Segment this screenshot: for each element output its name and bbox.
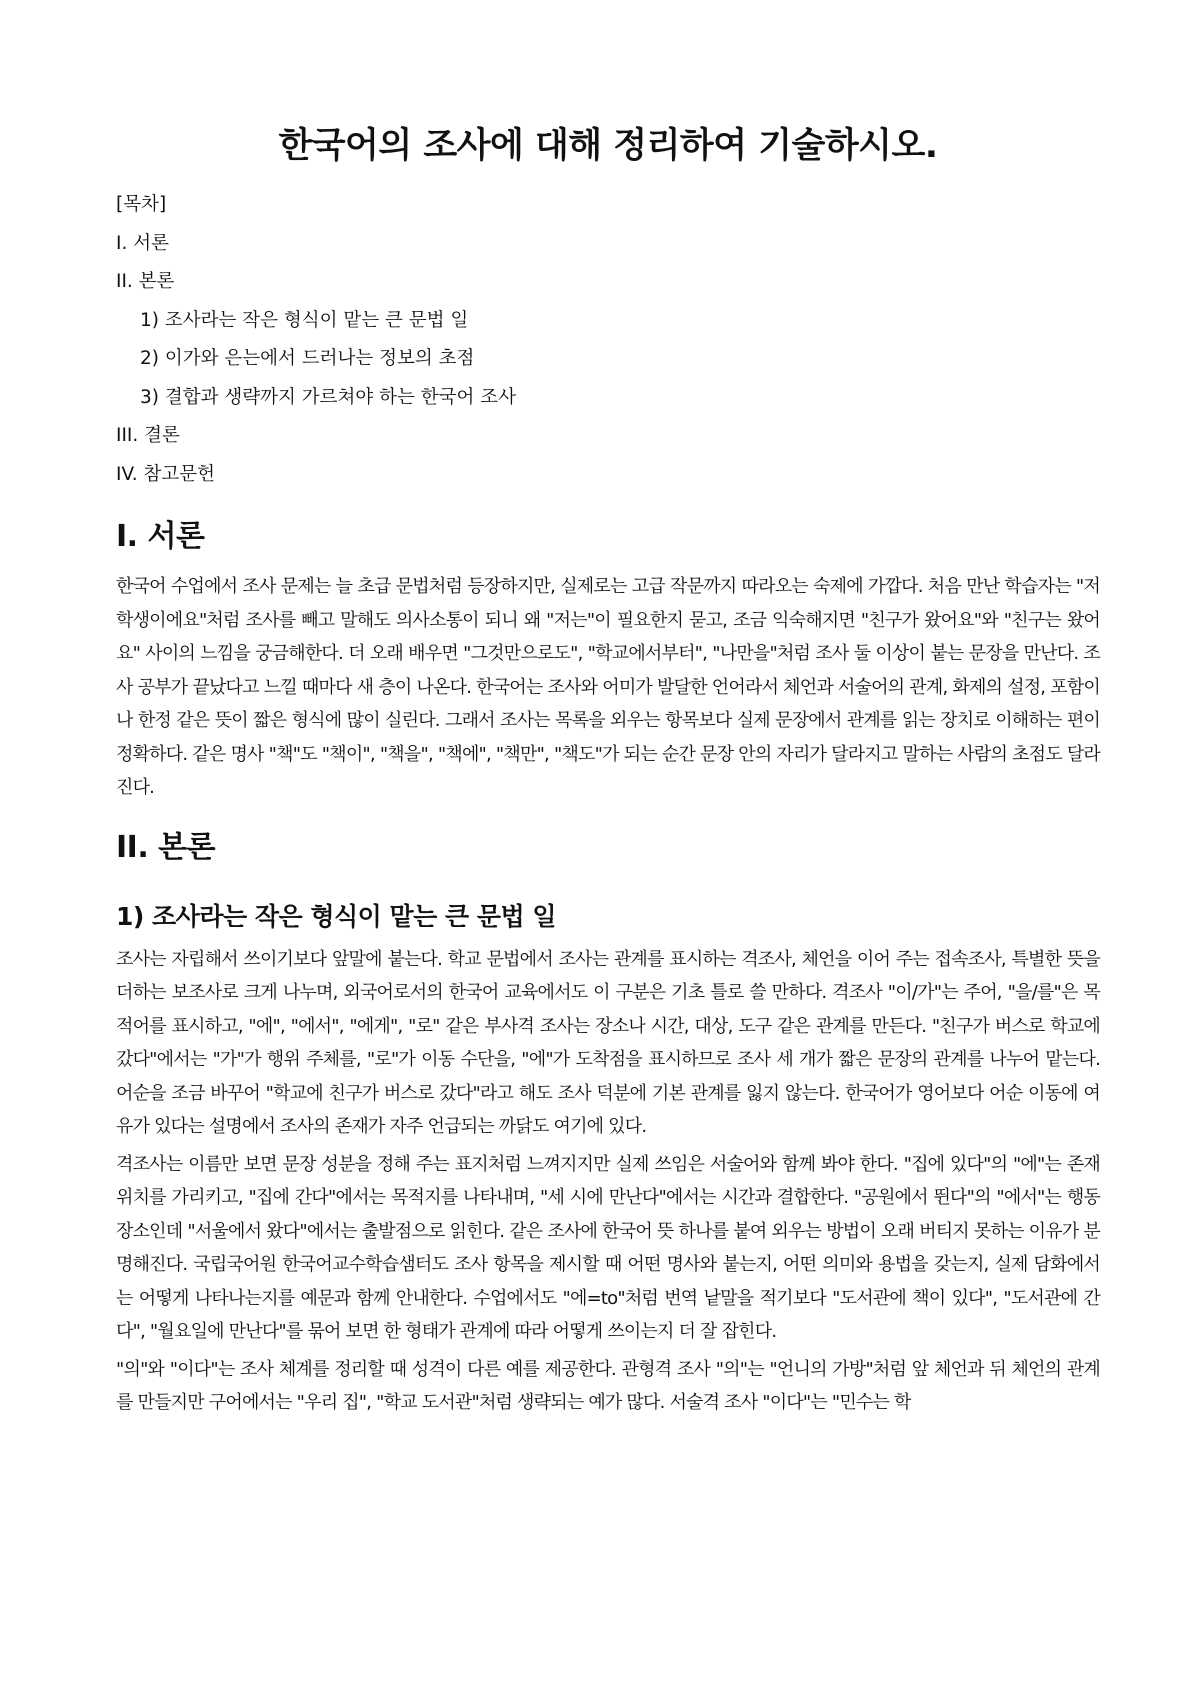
toc-heading: [목차] (116, 194, 167, 215)
toc-item-introduction: I. 서론 (116, 232, 169, 254)
document-title: 한국어의 조사에 대해 정리하여 기술하시오. (278, 126, 938, 166)
section-heading-introduction: I. 서론 (116, 519, 205, 554)
introduction-paragraph: 한국어 수업에서 조사 문제는 늘 초급 문법처럼 등장하지만, 실제로는 고급 작문까지 따라오는 숙제에 가깝다. 처음 만난 학습자는 "저 학생이에요"처럼 조사를 빼고 말해도 의사소통이 되니 왜 "저는"이 필요한지 묻고, 조금 익숙해지면 "친구가 왔어요"와 "친구는 왔어요" 사이의 느낌을 궁금해한다. 더 오래 배우면 "그것만으로도", "학교에서부터", "나만을"처럼 조사 둘 이상이 붙는 문장을 만난다. 조사 공부가 끝났다고 느낄 때마다 새 층이 나온다. 한국어는 조사와 어미가 발달한 언어라서 체언과 서술어의 관계, 화제의 설정, 포함이나 한정 같은 뜻이 짧은 형식에 많이 실린다. 그래서 조사는 목록을 외우는 항목보다 실제 문장에서 관계를 읽는 장치로 이해하는 편이 정확하다. 같은 명사 "책"도 "책이", "책을", "책에", "책만", "책도"가 되는 순간 문장 안의 자리가 달라지고 말하는 사람의 초점도 달라진다. (116, 576, 1100, 798)
toc-item-body-2: 2) 이가와 은는에서 드러나는 정보의 초점 (140, 348, 475, 369)
document-page (116, 0, 1100, 1424)
subsection-heading-1: 1) 조사라는 작은 형식이 맡는 큰 문법 일 (116, 901, 556, 931)
toc-item-body-1: 1) 조사라는 작은 형식이 맡는 큰 문법 일 (140, 309, 469, 331)
toc-item-conclusion: III. 결론 (116, 425, 180, 446)
body-paragraph: 조사는 자립해서 쓰이기보다 앞말에 붙는다. 학교 문법에서 조사는 관계를 표시하는 격조사, 체언을 이어 주는 접속조사, 특별한 뜻을 더하는 보조사로 크게 나누며, 외국어로서의 한국어 교육에서도 이 구분은 기초 틀로 쓸 만하다. 격조사 "이/가"는 주어, "을/를"은 목적어를 표시하고, "에", "에서", "에게", "로" 같은 부사격 조사는 장소나 시간, 대상, 도구 같은 관계를 만든다. "친구가 버스로 학교에 갔다"에서는 "가"가 행위 주체를, "로"가 이동 수단을, "에"가 도착점을 표시하므로 조사 세 개가 짧은 문장의 관계를 나누어 맡는다. 어순을 조금 바꾸어 "학교에 친구가 버스로 갔다"라고 해도 조사 덕분에 기본 관계를 잃지 않는다. 한국어가 영어보다 어순 이동에 여유가 있다는 설명에서 조사의 존재가 자주 언급되는 까닭도 여기에 있다. (116, 948, 1100, 1137)
body-paragraph: 격조사는 이름만 보면 문장 성분을 정해 주는 표지처럼 느껴지지만 실제 쓰임은 서술어와 함께 봐야 한다. "집에 있다"의 "에"는 존재 위치를 가리키고, "집에 간다"에서는 목적지를 나타내며, "세 시에 만난다"에서는 시간과 결합한다. "공원에서 뛴다"의 "에서"는 행동 장소인데 "서울에서 왔다"에서는 출발점으로 읽힌다. 같은 조사에 한국어 뜻 하나를 붙여 외우는 방법이 오래 버티지 못하는 이유가 분명해진다. 국립국어원 한국어교수학습샘터도 조사 항목을 제시할 때 어떤 명사와 붙는지, 어떤 의미와 용법을 갖는지, 실제 담화에서는 어떻게 나타나는지를 예문과 함께 안내한다. 수업에서도 "에=to"처럼 번역 낱말을 적기보다 "도서관에 책이 있다", "도서관에 간다", "월요일에 만난다"를 묶어 보면 한 형태가 관계에 따라 어떻게 쓰이는지 더 잘 잡힌다. (116, 1153, 1100, 1342)
body-paragraph: "의"와 "이다"는 조사 체계를 정리할 때 성격이 다른 예를 제공한다. 관형격 조사 "의"는 "언니의 가방"처럼 앞 체언과 뒤 체언의 관계를 만들지만 구어에서는 "우리 집", "학교 도서관"처럼 생략되는 예가 많다. 서술격 조사 "이다"는 "민수는 학 (116, 1358, 1100, 1413)
section-heading-body: II. 본론 (116, 829, 216, 865)
table-of-contents (116, 186, 1100, 494)
toc-item-references: IV. 참고문헌 (116, 463, 215, 485)
toc-item-body: II. 본론 (116, 271, 175, 292)
toc-item-body-3: 3) 결합과 생략까지 가르쳐야 하는 한국어 조사 (140, 386, 516, 408)
